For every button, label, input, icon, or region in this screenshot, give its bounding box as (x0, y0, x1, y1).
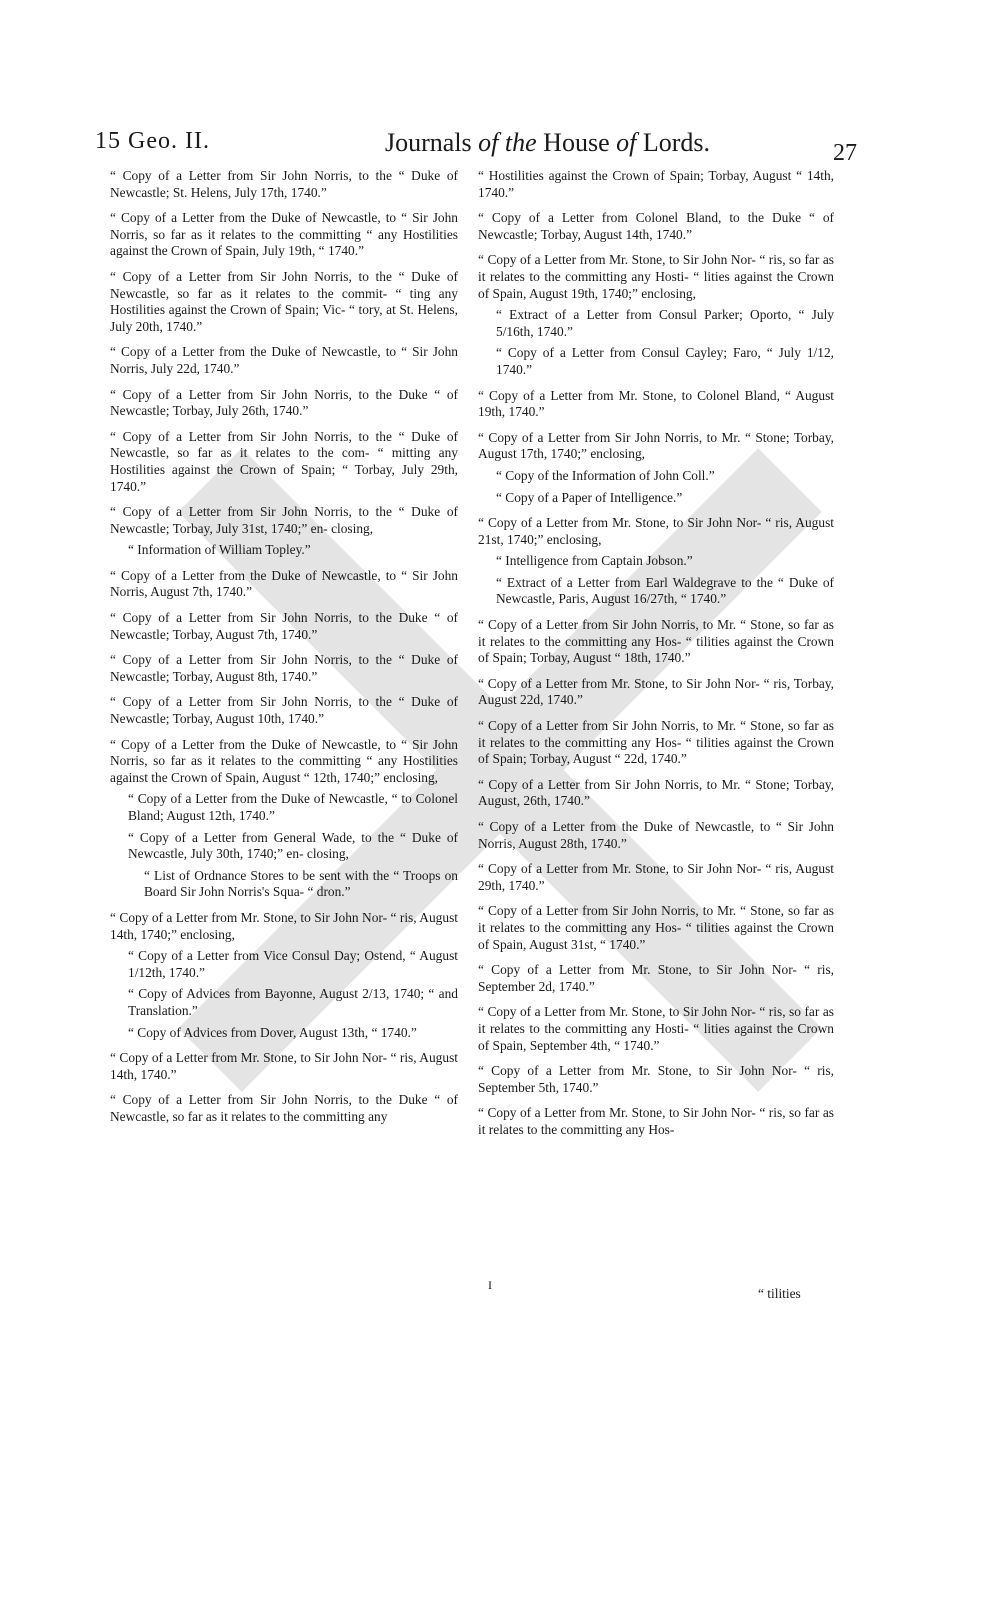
entry: “ Copy of a Letter from Mr. Stone, to Sir John Nor- “ ris, August 21st, 1740;” enclosing, (478, 515, 834, 547)
entry-enclosure: “ Copy of a Letter from Vice Consul Day; Ostend, “ August 1/12th, 1740.” (128, 948, 458, 980)
entry: “ Copy of a Letter from Sir John Norris, to the “ Duke of Newcastle; St. Helens, July 17th, 1740.” (110, 168, 458, 200)
title-word-3: House (543, 128, 610, 157)
entry-enclosure: “ Information of William Topley.” (128, 542, 311, 558)
entry-enclosure: “ Copy of a Letter from General Wade, to the “ Duke of Newcastle, July 30th, 1740;” en- closing, (128, 829, 458, 862)
entry: “ Copy of a Letter from Mr. Stone, to Sir John Nor- “ ris, September 5th, 1740.” (478, 1063, 834, 1095)
left-column (110, 168, 458, 1135)
entry: “ Copy of a Letter from Mr. Stone, to Sir John Nor- “ ris, August 29th, 1740.” (478, 861, 834, 893)
entry-enclosure: “ List of Ordnance Stores to be sent with the “ Troops on Board Sir John Norris's Squa- “ dron.” (144, 867, 458, 900)
entry: “ Copy of a Letter from the Duke of Newcastle, to “ Sir John Norris, July 22d, 1740.” (110, 344, 458, 376)
entry: “ Copy of a Letter from Sir John Norris, to the “ Duke of Newcastle; Torbay, August 8th, 1740.” (110, 652, 458, 684)
entry: “ Copy of a Letter from Sir John Norris, to the “ Duke of Newcastle, so far as it relates to the commit- “ ting any Hostilities against the Crown of Spain; Vic- “ tory, at St. Helens, July 20th, 1740.” (110, 268, 458, 334)
page-header (95, 128, 865, 168)
entry-enclosure: “ Copy of the Information of John Coll.” (496, 467, 715, 483)
entry: “ Copy of a Letter from Sir John Norris, to Mr. “ Stone, so far as it relates to the committing any Hos- “ tilities against the Crown of Spain; Torbay, August “ 22d, 1740.” (478, 718, 834, 767)
entry: “ Copy of a Letter from Sir John Norris, to the “ Duke of Newcastle, so far as it relates to the com- “ mitting any Hostilities against the Crown of Spain; “ Torbay, July 29th, 1740.” (110, 428, 458, 494)
entry: “ Copy of a Letter from the Duke of Newcastle, to “ Sir John Norris, August 28th, 1740.” (478, 819, 834, 851)
entry: “ Copy of a Letter from Sir John Norris, to Mr. “ Stone; Torbay, August 17th, 1740;” enclosing, (478, 429, 834, 462)
entry: “ Copy of a Letter from Sir John Norris, to the “ Duke of Newcastle; Torbay, July 31st, 1740;” en- closing, (110, 504, 458, 536)
entry: “ Copy of a Letter from Mr. Stone, to Sir John Nor- “ ris, Torbay, August 22d, 1740.” (478, 675, 834, 708)
entry: “ Copy of a Letter from the Duke of Newcastle, to “ Sir John Norris, so far as it relates to the committing “ any Hostilities against the Crown of Spain, July 19th, “ 1740.” (110, 210, 458, 259)
entry-enclosure: “ Copy of Advices from Dover, August 13th, “ 1740.” (128, 1024, 417, 1040)
entry: “ Copy of a Letter from Sir John Norris, to Mr. “ Stone; Torbay, August, 26th, 1740.” (478, 776, 834, 809)
right-column (478, 168, 834, 1148)
regnal-year: 15 Geo. II. (95, 128, 210, 154)
title-word-5: Lords. (642, 128, 711, 157)
entry: “ Copy of a Letter from Sir John Norris, to Mr. “ Stone, so far as it relates to the committing any Hos- “ tilities against the Crown of Spain; Torbay, August “ 18th, 1740.” (478, 617, 834, 666)
entry: “ Copy of a Letter from Mr. Stone, to Sir John Nor- “ ris, August 14th, 1740.” (110, 1050, 458, 1082)
signature-mark: I (488, 1278, 492, 1292)
entry: “ Copy of a Letter from Sir John Norris, to the Duke “ of Newcastle; Torbay, August 7th, 1740.” (110, 610, 458, 642)
title-word-2: of the (478, 128, 537, 157)
entry: “ Copy of a Letter from Mr. Stone, to Sir John Nor- “ ris, September 2d, 1740.” (478, 962, 834, 994)
title-word-4: of (616, 128, 637, 157)
page-number: 27 (833, 140, 857, 166)
entry-enclosure: “ Copy of Advices from Bayonne, August 2/13, 1740; “ and Translation.” (128, 986, 458, 1018)
entry: “ Copy of a Letter from Sir John Norris, to the Duke “ of Newcastle; Torbay, July 26th, 1740.” (110, 386, 458, 419)
entry: “ Copy of a Letter from Colonel Bland, to the Duke “ of Newcastle; Torbay, August 14th, 1740.” (478, 210, 834, 242)
entry-enclosure: “ Copy of a Paper of Intelligence.” (496, 489, 683, 505)
entry: “ Copy of a Letter from Mr. Stone, to Sir John Nor- “ ris, so far as it relates to the committing any Hosti- “ lities against the Crown of Spain, September 4th, “ 1740.” (478, 1004, 834, 1053)
entry-enclosure: “ Copy of a Letter from Consul Cayley; Faro, “ July 1/12, 1740.” (496, 345, 834, 377)
entry-enclosure: “ Extract of a Letter from Earl Waldegrave to the “ Duke of Newcastle, Paris, August 16/27th, “ 1740.” (496, 574, 834, 607)
entry: “ Copy of a Letter from Sir John Norris, to Mr. “ Stone, so far as it relates to the committing any Hos- “ tilities against the Crown of Spain, August 31st, “ 1740.” (478, 903, 834, 952)
entry-enclosure: “ Extract of a Letter from Consul Parker; Oporto, “ July 5/16th, 1740.” (496, 307, 834, 339)
entry: “ Copy of a Letter from Sir John Norris, to the Duke “ of Newcastle, so far as it relates to the committing any (110, 1092, 458, 1124)
entry: “ Copy of a Letter from the Duke of Newcastle, to “ Sir John Norris, August 7th, 1740.” (110, 567, 458, 600)
page-title (385, 128, 710, 158)
entry: “ Copy of a Letter from Mr. Stone, to Sir John Nor- “ ris, so far as it relates to the committing any Hosti- “ lities against the Crown of Spain, August 19th, 1740;” enclosing, (478, 252, 834, 301)
entry: “ Hostilities against the Crown of Spain; Torbay, August “ 14th, 1740.” (478, 168, 834, 200)
catchword: “ tilities (758, 1286, 801, 1301)
entry-enclosure: “ Intelligence from Captain Jobson.” (496, 553, 693, 569)
entry: “ Copy of a Letter from Mr. Stone, to Sir John Nor- “ ris, August 14th, 1740;” enclosing, (110, 909, 458, 942)
title-word-1: Journals (385, 128, 472, 157)
entry: “ Copy of a Letter from Mr. Stone, to Sir John Nor- “ ris, so far as it relates to the committing any Hos- (478, 1105, 834, 1137)
entry: “ Copy of a Letter from the Duke of Newcastle, to “ Sir John Norris, so far as it relates to the committing “ any Hostilities against the Crown of Spain, August “ 12th, 1740;” enclosing, (110, 736, 458, 785)
entry-enclosure: “ Copy of a Letter from the Duke of Newcastle, “ to Colonel Bland; August 12th, 1740.” (128, 791, 458, 823)
entry: “ Copy of a Letter from Mr. Stone, to Colonel Bland, “ August 19th, 1740.” (478, 387, 834, 420)
entry: “ Copy of a Letter from Sir John Norris, to the “ Duke of Newcastle; Torbay, August 10th, 1740.” (110, 694, 458, 727)
